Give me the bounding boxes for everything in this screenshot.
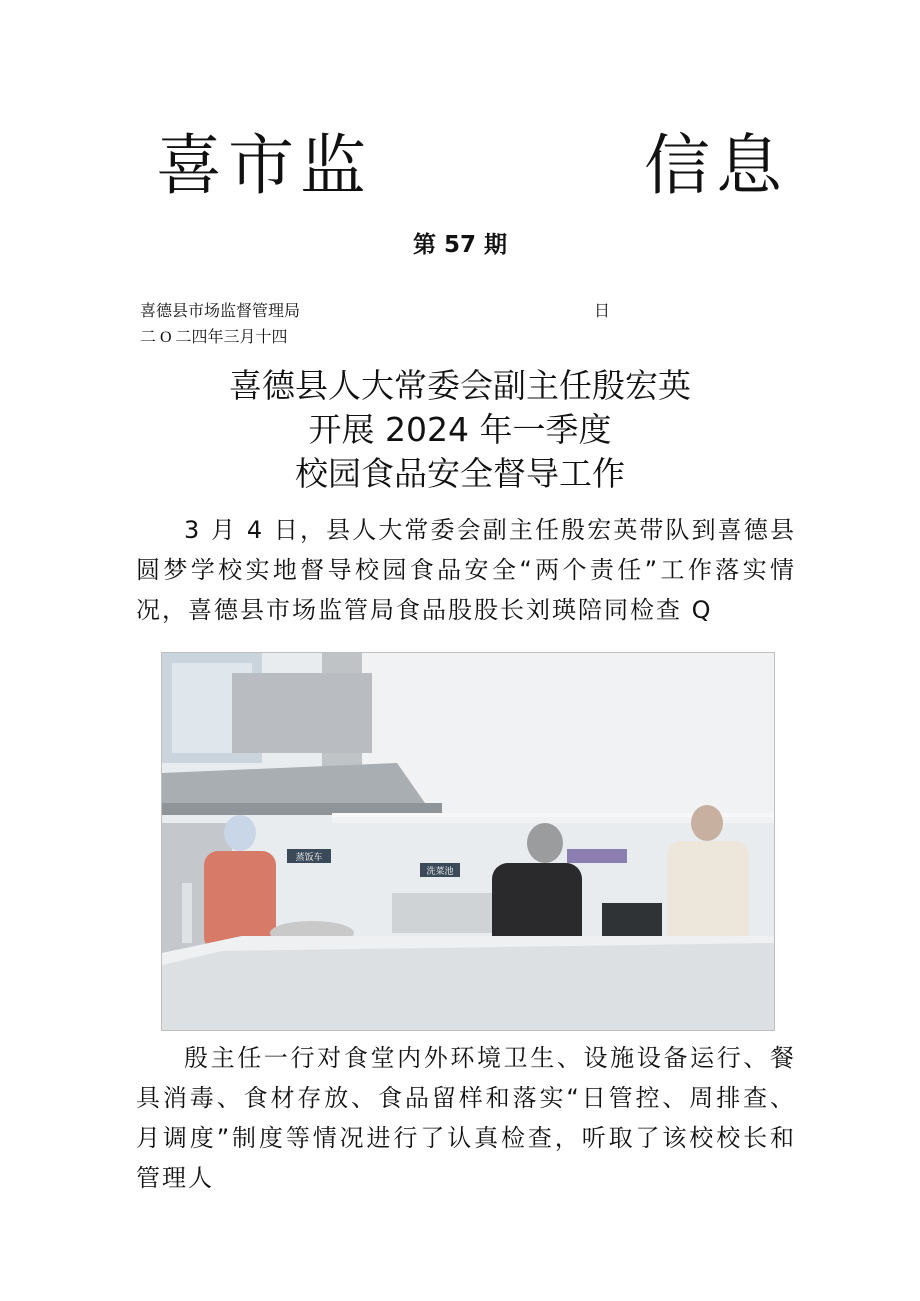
article-paragraph-1: 3 月 4 日，县人大常委会副主任殷宏英带队到喜德县圆梦学校实地督导校园食品安全“两个责任”工作落实情况，喜德县市场监管局食品股股长刘瑛陪同检查 Q — [136, 516, 796, 624]
masthead-left: 喜市监 — [156, 127, 372, 204]
date-day-char: 日 — [594, 303, 611, 320]
issue-date: 二 O 二四年三月十四 — [140, 329, 288, 346]
masthead-right: 信息 — [644, 127, 788, 204]
article-paragraph-2: 殷主任一行对食堂内外环境卫生、设施设备运行、餐具消毒、食材存放、食品留样和落实“日管控、周排查、月调度”制度等情况进行了认真检查，听取了该校校长和管理人 — [136, 1044, 796, 1192]
wall-sign-2: 蒸饭车 — [295, 853, 323, 863]
headline-line-1: 喜德县人大常委会副主任殷宏英 — [229, 366, 691, 405]
headline-line-3: 校园食品安全督导工作 — [295, 454, 625, 493]
article-headline — [0, 364, 920, 496]
issuer: 喜德县市场监督管理局 — [140, 303, 301, 320]
headline-line-2: 开展 2024 年一季度 — [308, 410, 612, 449]
inspection-photo — [161, 652, 775, 1031]
issue-number: 第 57 期 — [412, 232, 508, 258]
wall-sign-3: 洗菜池 — [426, 867, 454, 877]
